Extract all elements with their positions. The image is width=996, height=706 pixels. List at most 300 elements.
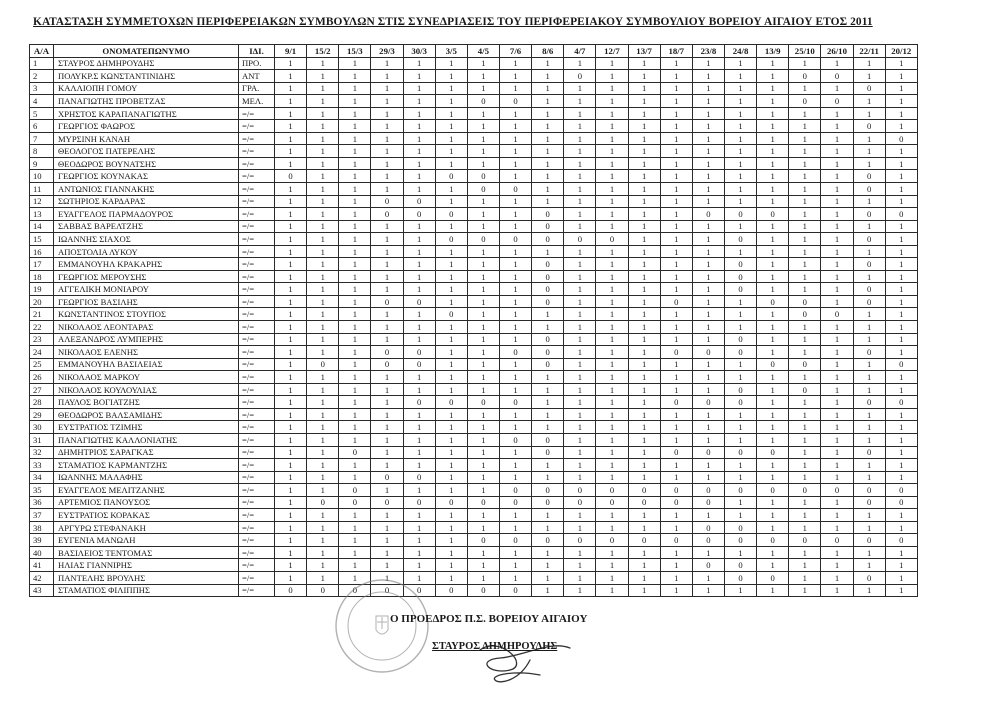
attendance-mark: 1	[564, 521, 596, 534]
attendance-mark: 1	[885, 295, 917, 308]
attendance-mark: 1	[821, 383, 853, 396]
attendance-mark: 1	[371, 484, 403, 497]
header-date: 8/6	[532, 45, 564, 58]
president-name: ΣΤΑΥΡΟΣ ΔΗΜΗΡΟΥΔΗΣ	[432, 641, 558, 652]
table-row	[30, 383, 918, 396]
attendance-mark: 1	[596, 208, 628, 221]
member-name: ΣΤΑΜΑΤΙΟΣ ΦΙΛΙΠΠΗΣ	[54, 584, 239, 597]
attendance-mark: 1	[596, 82, 628, 95]
attendance-mark: 1	[307, 233, 339, 246]
attendance-mark: 0	[660, 396, 692, 409]
attendance-mark: 1	[885, 571, 917, 584]
attendance-mark: 0	[757, 295, 789, 308]
attendance-mark: 1	[821, 258, 853, 271]
attendance-mark: 1	[307, 571, 339, 584]
row-number: 21	[30, 308, 54, 321]
attendance-mark: 1	[339, 82, 371, 95]
attendance-mark: 0	[853, 283, 885, 296]
attendance-mark: 1	[371, 371, 403, 384]
attendance-mark: 1	[821, 183, 853, 196]
row-number: 43	[30, 584, 54, 597]
attendance-mark: 1	[339, 358, 371, 371]
attendance-mark: 1	[596, 183, 628, 196]
attendance-mark: 1	[371, 559, 403, 572]
attendance-mark: 1	[596, 170, 628, 183]
attendance-mark: 1	[532, 521, 564, 534]
member-name: ΝΙΚΟΛΑΟΣ ΕΛΕΝΗΣ	[54, 346, 239, 359]
attendance-mark: 1	[307, 433, 339, 446]
member-name: ΣΤΑΥΡΟΣ ΔΗΜΗΡΟΥΔΗΣ	[54, 57, 239, 70]
attendance-mark: 1	[789, 509, 821, 522]
attendance-mark: 0	[307, 358, 339, 371]
attendance-mark: 1	[789, 496, 821, 509]
attendance-mark: 0	[724, 396, 756, 409]
attendance-mark: 1	[660, 107, 692, 120]
header-date: 3/5	[435, 45, 467, 58]
attendance-mark: 1	[885, 433, 917, 446]
attendance-mark: 1	[532, 120, 564, 133]
member-name: ΠΑΝΑΓΙΩΤΗΣ ΚΑΛΛΟΝΙΑΤΗΣ	[54, 433, 239, 446]
attendance-mark: 1	[435, 82, 467, 95]
attendance-mark: 1	[821, 509, 853, 522]
attendance-mark: 1	[371, 534, 403, 547]
row-number: 15	[30, 233, 54, 246]
header-name: ΟΝΟΜΑΤΕΠΩΝΥΜΟ	[54, 45, 239, 58]
attendance-mark: 1	[628, 408, 660, 421]
attendance-mark: 0	[532, 270, 564, 283]
attendance-mark: 1	[467, 433, 499, 446]
attendance-mark: 1	[596, 471, 628, 484]
attendance-mark: 1	[564, 170, 596, 183]
attendance-mark: 1	[564, 433, 596, 446]
member-role: =/=	[239, 471, 275, 484]
attendance-mark: 1	[853, 433, 885, 446]
attendance-mark: 1	[371, 132, 403, 145]
attendance-mark: 1	[339, 183, 371, 196]
attendance-mark: 1	[307, 258, 339, 271]
attendance-mark: 1	[885, 258, 917, 271]
attendance-mark: 1	[339, 258, 371, 271]
table-row	[30, 321, 918, 334]
attendance-mark: 1	[275, 496, 307, 509]
attendance-mark: 1	[467, 371, 499, 384]
attendance-mark: 1	[853, 220, 885, 233]
attendance-mark: 1	[821, 170, 853, 183]
attendance-mark: 1	[724, 220, 756, 233]
attendance-mark: 1	[660, 584, 692, 597]
attendance-mark: 1	[499, 145, 531, 158]
attendance-mark: 1	[724, 308, 756, 321]
attendance-mark: 1	[789, 333, 821, 346]
header-date: 4/7	[564, 45, 596, 58]
attendance-mark: 0	[499, 95, 531, 108]
attendance-mark: 0	[403, 396, 435, 409]
attendance-mark: 1	[564, 571, 596, 584]
attendance-mark: 1	[660, 459, 692, 472]
attendance-mark: 0	[371, 584, 403, 597]
member-name: ΑΠΟΣΤΟΛΙΑ ΛΥΚΟΥ	[54, 245, 239, 258]
table-row	[30, 584, 918, 597]
attendance-mark: 0	[532, 220, 564, 233]
attendance-mark: 0	[499, 496, 531, 509]
attendance-mark: 1	[660, 509, 692, 522]
attendance-mark: 0	[853, 82, 885, 95]
attendance-mark: 1	[403, 157, 435, 170]
attendance-mark: 1	[692, 383, 724, 396]
attendance-mark: 1	[789, 346, 821, 359]
attendance-mark: 1	[596, 346, 628, 359]
attendance-mark: 1	[499, 521, 531, 534]
attendance-mark: 1	[628, 220, 660, 233]
attendance-mark: 1	[821, 295, 853, 308]
attendance-mark: 1	[821, 584, 853, 597]
attendance-mark: 1	[467, 333, 499, 346]
table-row	[30, 270, 918, 283]
attendance-mark: 1	[339, 120, 371, 133]
attendance-mark: 1	[660, 132, 692, 145]
attendance-mark: 1	[853, 333, 885, 346]
attendance-mark: 1	[885, 183, 917, 196]
row-number: 41	[30, 559, 54, 572]
attendance-mark: 1	[724, 107, 756, 120]
attendance-mark: 0	[853, 571, 885, 584]
attendance-mark: 1	[692, 70, 724, 83]
attendance-mark: 1	[371, 233, 403, 246]
attendance-mark: 1	[757, 57, 789, 70]
attendance-mark: 1	[692, 433, 724, 446]
attendance-mark: 1	[403, 270, 435, 283]
header-date: 13/9	[757, 45, 789, 58]
attendance-mark: 1	[435, 534, 467, 547]
attendance-mark: 1	[499, 321, 531, 334]
attendance-mark: 1	[885, 371, 917, 384]
attendance-mark: 1	[853, 107, 885, 120]
attendance-mark: 1	[532, 371, 564, 384]
table-row	[30, 509, 918, 522]
attendance-mark: 1	[885, 57, 917, 70]
attendance-mark: 1	[628, 559, 660, 572]
attendance-mark: 1	[564, 358, 596, 371]
attendance-mark: 1	[885, 82, 917, 95]
member-role: ΑΝΤ	[239, 70, 275, 83]
attendance-mark: 1	[660, 157, 692, 170]
attendance-mark: 1	[435, 484, 467, 497]
attendance-mark: 1	[435, 509, 467, 522]
attendance-mark: 1	[853, 408, 885, 421]
attendance-mark: 1	[499, 245, 531, 258]
attendance-mark: 1	[821, 346, 853, 359]
attendance-mark: 1	[596, 546, 628, 559]
attendance-mark: 1	[628, 346, 660, 359]
attendance-mark: 1	[467, 107, 499, 120]
attendance-mark: 1	[339, 132, 371, 145]
attendance-mark: 1	[435, 283, 467, 296]
attendance-mark: 1	[339, 95, 371, 108]
attendance-mark: 1	[339, 170, 371, 183]
attendance-mark: 0	[789, 534, 821, 547]
attendance-mark: 1	[371, 421, 403, 434]
attendance-mark: 1	[757, 383, 789, 396]
attendance-mark: 0	[371, 295, 403, 308]
attendance-mark: 1	[275, 346, 307, 359]
attendance-mark: 1	[853, 132, 885, 145]
attendance-mark: 1	[628, 295, 660, 308]
attendance-mark: 0	[853, 120, 885, 133]
attendance-mark: 1	[403, 308, 435, 321]
attendance-mark: 0	[692, 446, 724, 459]
attendance-mark: 1	[435, 70, 467, 83]
attendance-mark: 1	[371, 521, 403, 534]
attendance-mark: 1	[789, 471, 821, 484]
attendance-mark: 1	[275, 559, 307, 572]
attendance-mark: 1	[532, 459, 564, 472]
attendance-mark: 1	[564, 245, 596, 258]
table-row	[30, 145, 918, 158]
header-date: 25/10	[789, 45, 821, 58]
attendance-mark: 1	[885, 408, 917, 421]
attendance-mark: 1	[532, 321, 564, 334]
attendance-mark: 1	[596, 220, 628, 233]
attendance-mark: 0	[821, 70, 853, 83]
attendance-mark: 1	[435, 95, 467, 108]
attendance-mark: 1	[275, 534, 307, 547]
attendance-mark: 1	[371, 446, 403, 459]
attendance-mark: 1	[821, 321, 853, 334]
attendance-mark: 1	[307, 546, 339, 559]
attendance-mark: 0	[692, 396, 724, 409]
attendance-mark: 1	[564, 208, 596, 221]
member-name: ΓΕΩΡΓΙΟΣ ΦΑΩΡΟΣ	[54, 120, 239, 133]
attendance-mark: 1	[821, 107, 853, 120]
attendance-mark: 0	[467, 233, 499, 246]
attendance-mark: 1	[403, 245, 435, 258]
handwritten-signature	[470, 630, 580, 690]
member-role: =/=	[239, 333, 275, 346]
attendance-mark: 1	[853, 509, 885, 522]
attendance-mark: 1	[692, 321, 724, 334]
attendance-mark: 1	[757, 132, 789, 145]
attendance-mark: 1	[307, 132, 339, 145]
header-date: 7/6	[499, 45, 531, 58]
attendance-mark: 0	[724, 521, 756, 534]
member-role: =/=	[239, 220, 275, 233]
attendance-mark: 1	[692, 371, 724, 384]
attendance-mark: 1	[628, 170, 660, 183]
attendance-mark: 1	[275, 433, 307, 446]
attendance-mark: 1	[660, 471, 692, 484]
attendance-mark: 1	[821, 571, 853, 584]
attendance-mark: 1	[821, 546, 853, 559]
attendance-mark: 1	[499, 82, 531, 95]
table-header-row	[30, 45, 918, 58]
attendance-mark: 1	[692, 157, 724, 170]
attendance-mark: 1	[596, 383, 628, 396]
attendance-mark: 1	[371, 70, 403, 83]
attendance-mark: 1	[435, 408, 467, 421]
attendance-mark: 0	[757, 484, 789, 497]
member-role: =/=	[239, 346, 275, 359]
attendance-mark: 0	[692, 484, 724, 497]
member-name: ΒΑΣΙΛΕΙΟΣ ΤΕΝΤΟΜΑΣ	[54, 546, 239, 559]
attendance-mark: 0	[371, 358, 403, 371]
attendance-mark: 1	[403, 70, 435, 83]
row-number: 3	[30, 82, 54, 95]
attendance-mark: 1	[660, 120, 692, 133]
attendance-mark: 1	[275, 358, 307, 371]
attendance-mark: 1	[660, 283, 692, 296]
attendance-mark: 1	[339, 145, 371, 158]
attendance-mark: 1	[564, 270, 596, 283]
attendance-mark: 0	[724, 446, 756, 459]
attendance-mark: 1	[660, 270, 692, 283]
attendance-mark: 0	[885, 208, 917, 221]
attendance-mark: 0	[339, 496, 371, 509]
attendance-mark: 1	[307, 157, 339, 170]
attendance-mark: 1	[307, 208, 339, 221]
attendance-mark: 1	[403, 283, 435, 296]
member-name: ΔΗΜΗΤΡΙΟΣ ΣΑΡΑΓΚΑΣ	[54, 446, 239, 459]
attendance-mark: 1	[628, 321, 660, 334]
attendance-mark: 1	[789, 107, 821, 120]
member-name: ΓΕΩΡΓΙΟΣ ΚΟΥΝΑΚΑΣ	[54, 170, 239, 183]
attendance-mark: 1	[821, 283, 853, 296]
attendance-mark: 0	[532, 283, 564, 296]
attendance-mark: 1	[757, 183, 789, 196]
attendance-mark: 0	[499, 346, 531, 359]
attendance-mark: 1	[660, 546, 692, 559]
attendance-mark: 1	[467, 132, 499, 145]
header-date: 12/7	[596, 45, 628, 58]
attendance-mark: 1	[724, 546, 756, 559]
member-name: ΣΤΑΜΑΤΙΟΣ ΚΑΡΜΑΝΤΖΗΣ	[54, 459, 239, 472]
attendance-mark: 1	[467, 383, 499, 396]
attendance-mark: 1	[628, 82, 660, 95]
attendance-mark: 1	[628, 333, 660, 346]
attendance-mark: 1	[467, 283, 499, 296]
table-row	[30, 245, 918, 258]
table-row	[30, 308, 918, 321]
attendance-mark: 0	[757, 446, 789, 459]
attendance-mark: 1	[499, 308, 531, 321]
attendance-mark: 1	[564, 371, 596, 384]
attendance-mark: 1	[435, 346, 467, 359]
attendance-mark: 1	[692, 57, 724, 70]
attendance-mark: 1	[660, 82, 692, 95]
attendance-mark: 1	[467, 157, 499, 170]
attendance-mark: 1	[403, 546, 435, 559]
attendance-mark: 1	[403, 371, 435, 384]
attendance-mark: 1	[339, 195, 371, 208]
attendance-mark: 0	[467, 183, 499, 196]
attendance-mark: 1	[564, 459, 596, 472]
attendance-mark: 1	[821, 132, 853, 145]
header-date: 9/1	[275, 45, 307, 58]
attendance-mark: 1	[885, 145, 917, 158]
attendance-mark: 1	[628, 183, 660, 196]
attendance-mark: 1	[499, 132, 531, 145]
attendance-mark: 0	[467, 534, 499, 547]
attendance-mark: 1	[757, 270, 789, 283]
attendance-mark: 1	[275, 295, 307, 308]
document-title: ΚΑΤΑΣΤΑΣΗ ΣΥΜΜΕΤΟΧΩΝ ΠΕΡΙΦΕΡΕΙΑΚΩΝ ΣΥΜΒΟΥΛΩΝ ΣΤΙΣ ΣΥΝΕΔΡΙΑΣΕΙΣ ΤΟΥ ΠΕΡΙΦΕΡΕΙΑΚΟΥ ΣΥΜΒΟΥΛΙΟΥ ΒΟΡΕΙΟΥ ΑΙΓΑΙΟΥ ΕΤΟΣ 2011	[33, 16, 873, 28]
member-name: ΕΜΜΑΝΟΥΗΛ ΚΡΑΚΑΡΗΣ	[54, 258, 239, 271]
attendance-mark: 1	[885, 346, 917, 359]
attendance-mark: 1	[499, 333, 531, 346]
attendance-mark: 1	[853, 245, 885, 258]
attendance-mark: 1	[789, 559, 821, 572]
attendance-mark: 1	[339, 70, 371, 83]
attendance-mark: 1	[532, 245, 564, 258]
attendance-mark: 1	[757, 170, 789, 183]
member-role: =/=	[239, 295, 275, 308]
header-role: ΙΔΙ.	[239, 45, 275, 58]
attendance-mark: 1	[371, 270, 403, 283]
attendance-mark: 1	[789, 233, 821, 246]
attendance-mark: 1	[371, 95, 403, 108]
attendance-mark: 0	[853, 484, 885, 497]
attendance-mark: 0	[532, 484, 564, 497]
attendance-mark: 1	[853, 584, 885, 597]
attendance-mark: 1	[821, 333, 853, 346]
member-name: ΠΑΝΤΕΛΗΣ ΒΡΟΥΛΗΣ	[54, 571, 239, 584]
row-number: 35	[30, 484, 54, 497]
attendance-mark: 1	[532, 183, 564, 196]
row-number: 9	[30, 157, 54, 170]
attendance-mark: 1	[724, 82, 756, 95]
attendance-mark: 0	[853, 233, 885, 246]
attendance-mark: 1	[821, 559, 853, 572]
attendance-mark: 1	[628, 283, 660, 296]
attendance-mark: 1	[789, 408, 821, 421]
attendance-mark: 1	[403, 321, 435, 334]
member-name: ΠΑΥΛΟΣ ΒΟΓΙΑΤΖΗΣ	[54, 396, 239, 409]
attendance-mark: 0	[821, 484, 853, 497]
attendance-mark: 1	[403, 170, 435, 183]
table-row	[30, 459, 918, 472]
attendance-mark: 1	[660, 57, 692, 70]
attendance-mark: 1	[532, 82, 564, 95]
member-role: =/=	[239, 170, 275, 183]
attendance-mark: 1	[564, 509, 596, 522]
attendance-mark: 1	[628, 571, 660, 584]
row-number: 20	[30, 295, 54, 308]
row-number: 2	[30, 70, 54, 83]
attendance-mark: 1	[885, 70, 917, 83]
attendance-mark: 1	[339, 371, 371, 384]
attendance-mark: 1	[724, 471, 756, 484]
attendance-mark: 1	[885, 95, 917, 108]
attendance-mark: 1	[275, 571, 307, 584]
attendance-mark: 1	[757, 459, 789, 472]
attendance-mark: 1	[499, 120, 531, 133]
attendance-mark: 1	[467, 220, 499, 233]
header-date: 22/11	[853, 45, 885, 58]
attendance-mark: 1	[435, 57, 467, 70]
member-role: =/=	[239, 383, 275, 396]
attendance-mark: 1	[371, 82, 403, 95]
table-row	[30, 183, 918, 196]
attendance-mark: 0	[692, 534, 724, 547]
row-number: 29	[30, 408, 54, 421]
attendance-mark: 1	[724, 70, 756, 83]
attendance-mark: 1	[853, 521, 885, 534]
attendance-mark: 0	[532, 433, 564, 446]
attendance-mark: 0	[499, 484, 531, 497]
attendance-mark: 1	[564, 584, 596, 597]
attendance-mark: 1	[532, 195, 564, 208]
attendance-mark: 1	[885, 120, 917, 133]
attendance-mark: 0	[789, 95, 821, 108]
